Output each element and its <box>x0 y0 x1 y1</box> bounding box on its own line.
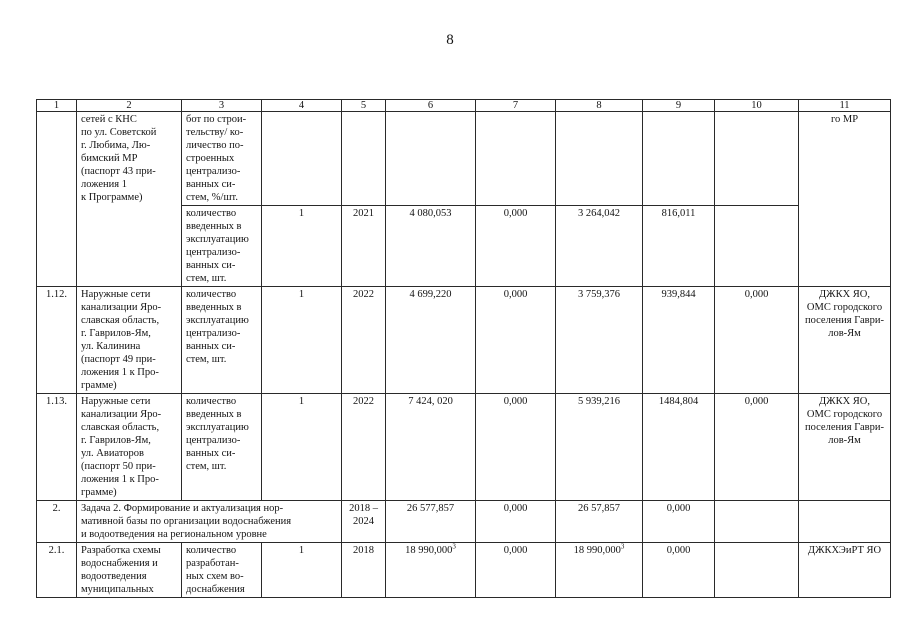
object-name: Наружные сети канализации Яро- славская область, г. Гаврилов-Ям, ул. Авиаторов (паспорт 50 при- ложения 1 к Про- грамме) <box>77 394 182 501</box>
table-row <box>37 543 891 598</box>
executor: ДЖКХ ЯО, ОМС городского поселения Гаври- лов-Ям <box>799 394 891 501</box>
table-row <box>37 112 891 206</box>
total-amount: 26 577,857 <box>386 501 476 543</box>
row-number: 1.13. <box>37 394 77 501</box>
task-title: Задача 2. Формирование и актуализация нор- мативной базы по организации водоснабжения и водоотведения на региональном уровне <box>77 501 342 543</box>
table-row <box>37 394 891 501</box>
header-row <box>37 100 891 112</box>
row-number: 2.1. <box>37 543 77 598</box>
header-cell: 5 <box>342 100 386 112</box>
regional-amount: 26 57,857 <box>556 501 643 543</box>
executor: го МР <box>799 112 891 287</box>
program-table <box>36 99 891 598</box>
federal-amount: 0,000 <box>476 287 556 394</box>
indicator-text: количество введенных в эксплуатацию централизо- ванных си- стем, шт. <box>182 394 262 501</box>
object-name: Наружные сети канализации Яро- славская область, г. Гаврилов-Ям, ул. Калинина (паспорт 49 при- ложения 1 к Про- грамме) <box>77 287 182 394</box>
indicator-text: количество введенных в эксплуатацию централизо- ванных си- стем, шт. <box>182 287 262 394</box>
executor: ДЖКХ ЯО, ОМС городского поселения Гаври- лов-Ям <box>799 287 891 394</box>
page-number: 8 <box>446 32 454 48</box>
federal-amount: 0,000 <box>476 501 556 543</box>
header-cell: 1 <box>37 100 77 112</box>
header-cell: 6 <box>386 100 476 112</box>
year: 2021 <box>342 206 386 287</box>
table-row <box>37 501 891 543</box>
row-number <box>37 112 77 287</box>
header-cell: 10 <box>715 100 799 112</box>
year: 2022 <box>342 287 386 394</box>
indicator-text: бот по строи- тельству/ ко- личество по- строенных централизо- ванных си- стем, %/шт. <box>182 112 262 206</box>
header-cell: 2 <box>77 100 182 112</box>
object-name: сетей с КНС по ул. Советской г. Любима, Лю- бимский МР (паспорт 43 при- ложения 1 к Программе) <box>77 112 182 287</box>
other-amount: 0,000 <box>715 287 799 394</box>
federal-amount: 0,000 <box>476 206 556 287</box>
total-amount: 18 990,000$^3$ <box>386 543 476 598</box>
indicator-value: 1 <box>262 394 342 501</box>
header-cell: 4 <box>262 100 342 112</box>
indicator-value: 1 <box>262 287 342 394</box>
regional-amount: 3 759,376 <box>556 287 643 394</box>
total-amount: 4 699,220 <box>386 287 476 394</box>
object-name: Разработка схемы водоснабжения и водоотведения муниципальных <box>77 543 182 598</box>
other-amount <box>715 206 799 287</box>
year: 2022 <box>342 394 386 501</box>
indicator-value: 1 <box>262 206 342 287</box>
year-range: 2018 – 2024 <box>342 501 386 543</box>
indicator-text: количество введенных в эксплуатацию централизо- ванных си- стем, шт. <box>182 206 262 287</box>
row-number: 2. <box>37 501 77 543</box>
total-amount: 7 424, 020 <box>386 394 476 501</box>
local-amount: 939,844 <box>643 287 715 394</box>
indicator-value: 1 <box>262 543 342 598</box>
indicator-text: количество разработан- ных схем во- доснабжения <box>182 543 262 598</box>
regional-amount: 5 939,216 <box>556 394 643 501</box>
executor: ДЖКХЭиРТ ЯО <box>799 543 891 598</box>
regional-amount: 3 264,042 <box>556 206 643 287</box>
regional-amount: 18 990,000$^3$ <box>556 543 643 598</box>
other-amount: 0,000 <box>715 394 799 501</box>
header-cell: 7 <box>476 100 556 112</box>
header-cell: 11 <box>799 100 891 112</box>
table-row <box>37 287 891 394</box>
header-cell: 8 <box>556 100 643 112</box>
total-amount: 4 080,053 <box>386 206 476 287</box>
local-amount: 0,000 <box>643 501 715 543</box>
header-cell: 3 <box>182 100 262 112</box>
local-amount: 816,011 <box>643 206 715 287</box>
year: 2018 <box>342 543 386 598</box>
federal-amount: 0,000 <box>476 394 556 501</box>
local-amount: 0,000 <box>643 543 715 598</box>
header-cell: 9 <box>643 100 715 112</box>
federal-amount: 0,000 <box>476 543 556 598</box>
local-amount: 1484,804 <box>643 394 715 501</box>
row-number: 1.12. <box>37 287 77 394</box>
